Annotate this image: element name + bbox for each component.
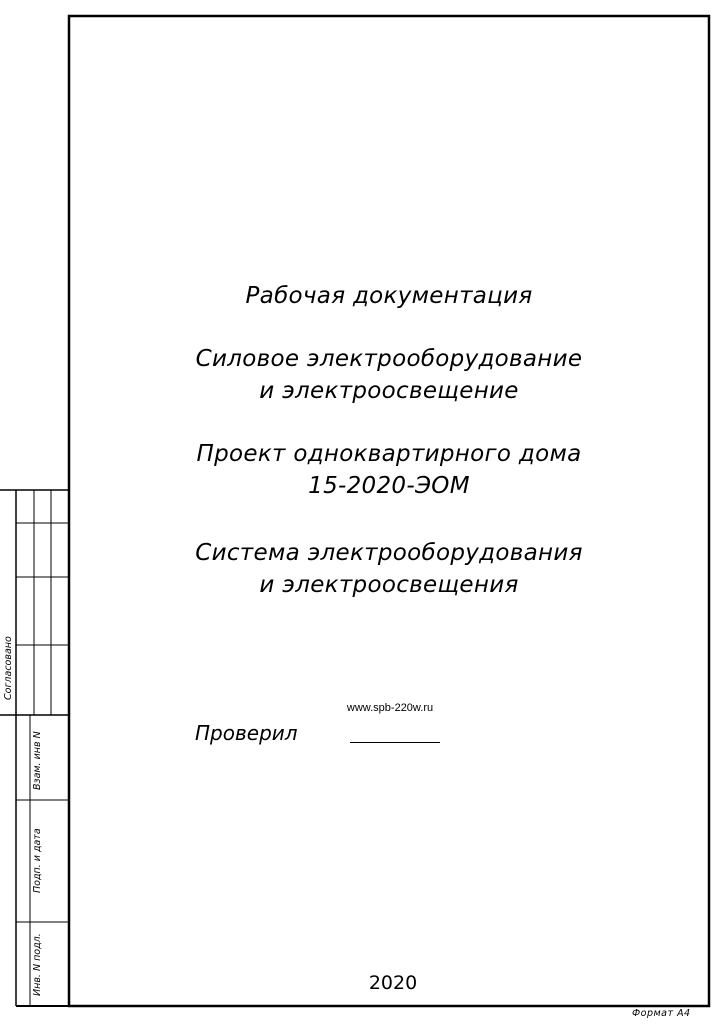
title-project-name: Проект одноквартирного дома (196, 441, 582, 467)
signature-date-label: Подп. и дата (32, 828, 43, 893)
checked-by-label: Проверил (195, 721, 298, 745)
main-frame-border (69, 16, 709, 1006)
sheet-format-label: Формат А4 (632, 1008, 691, 1019)
title-section-line-2: и электроосвещение (259, 378, 519, 404)
title-project-code: 15-2020-ЭОМ (308, 473, 470, 499)
title-section-line-1: Силовое электрооборудование (195, 346, 583, 372)
title-system-line-1: Система электрооборудования (195, 540, 583, 566)
website-url: www.spb-220w.ru (346, 702, 434, 714)
title-system-line-2: и электроосвещения (259, 572, 519, 598)
agreed-label: Согласовано (3, 636, 14, 700)
title-documentation-type: Рабочая документация (245, 283, 533, 309)
replacement-inventory-label: Взам. инв N (32, 731, 43, 790)
document-year: 2020 (368, 972, 418, 994)
signature-line (350, 742, 440, 743)
original-inventory-label: Инв. N подл. (32, 933, 43, 996)
